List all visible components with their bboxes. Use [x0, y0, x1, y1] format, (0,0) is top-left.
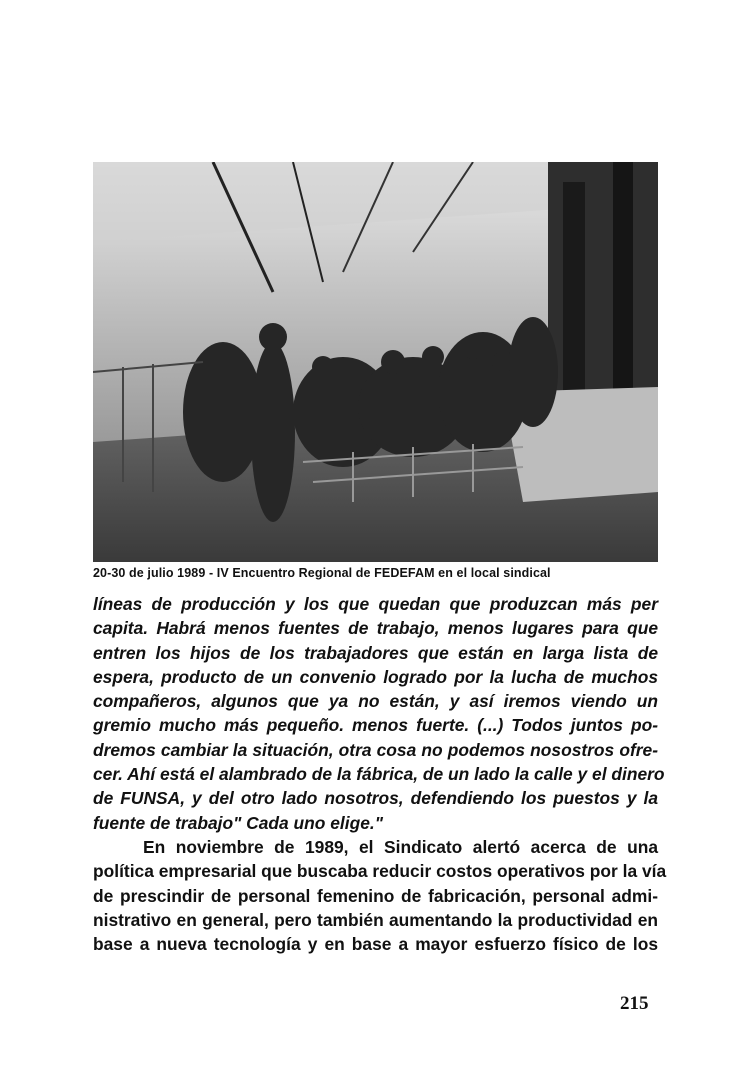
quote-line: dremos cambiar la situación, otra cosa no podemos nosostros ofre-: [93, 739, 658, 760]
paragraph-line: de prescindir de personal femenino de fabricación, personal admi-: [93, 885, 658, 906]
body-text: [93, 592, 667, 956]
quote-line: líneas de producción y los que quedan que produzcan más per: [93, 594, 658, 614]
paragraph-line: política empresarial que buscaba reducir costos operativos por la vía: [93, 861, 667, 882]
meeting-photo: [93, 162, 658, 562]
quote-line: gremio mucho más pequeño. menos fuerte. (...) Todos juntos po-: [93, 715, 658, 736]
quote-line: cer. Ahí está el alambrado de la fábrica, de un lado la calle y el dinero: [93, 764, 665, 785]
paragraph-line: base a nueva tecnología y en base a mayor esfuerzo físico de los: [93, 934, 658, 955]
quote-line: fuente de trabajo" Cada uno elige.": [93, 812, 383, 833]
quote-line: capita. Habrá menos fuentes de trabajo, menos lugares para que: [93, 618, 658, 639]
photo-caption: 20-30 de julio 1989 - IV Encuentro Regional de FEDEFAM en el local sindical: [93, 566, 551, 580]
quote-line: espera, producto de un convenio logrado por la lucha de muchos: [93, 666, 658, 687]
paragraph-line: En noviembre de 1989, el Sindicato alertó acerca de una: [143, 836, 658, 857]
paragraph-line: nistrativo en general, pero también aumentando la productividad en: [93, 909, 658, 930]
quote-line: de FUNSA, y del otro lado nosotros, defendiendo los puestos y la: [93, 788, 658, 809]
quote-line: entren los hijos de los trabajadores que están en larga lista de: [93, 642, 658, 663]
page-number: 215: [620, 993, 649, 1014]
quote-line: compañeros, algunos que ya no están, y así iremos viendo un: [93, 691, 658, 712]
